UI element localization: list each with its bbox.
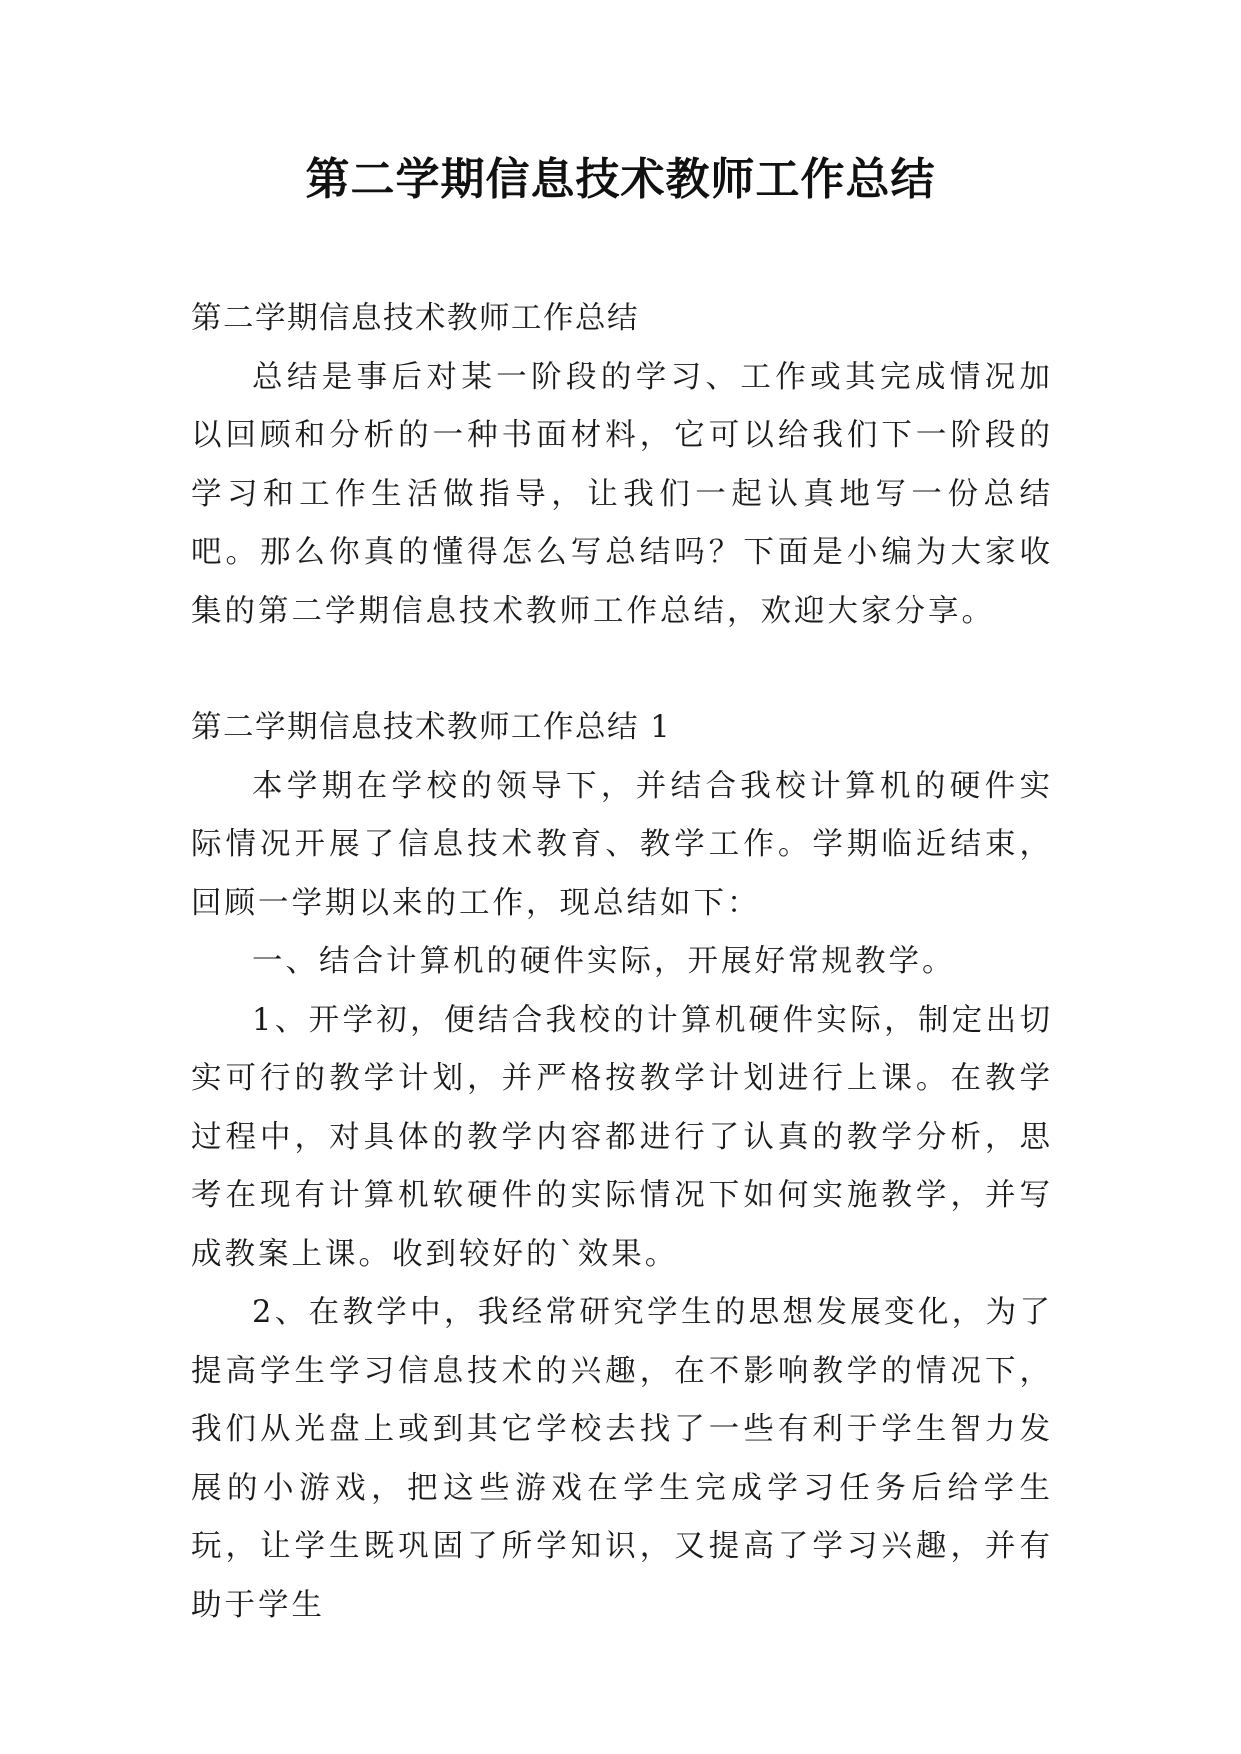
section-gap xyxy=(191,641,1053,699)
section1-paragraph: 本学期在学校的领导下，并结合我校计算机的硬件实际情况开展了信息技术教育、教学工作。学期临近结束，回顾一学期以来的工作，现总结如下： xyxy=(191,768,1053,921)
intro-paragraph: 总结是事后对某一阶段的学习、工作或其完成情况加以回顾和分析的一种书面材料，它可以给我们下一阶段的学习和工作生活做指导，让我们一起认真地写一份总结吧。那么你真的懂得怎么写总结吗？下面是小编为大家收集的第二学期信息技术教师工作总结，欢迎大家分享。 xyxy=(191,359,1053,629)
document-subtitle: 第二学期信息技术教师工作总结 xyxy=(191,301,639,336)
document-title: 第二学期信息技术教师工作总结 xyxy=(305,154,936,205)
section1-heading: 第二学期信息技术教师工作总结 1 xyxy=(191,710,672,745)
section1-item2: 2、在教学中，我经常研究学生的思想发展变化，为了提高学生学习信息技术的兴趣，在不影响教学的情况下，我们从光盘上或到其它学校去找了一些有利于学生智力发展的小游戏，把这些游戏在学生完成学习任务后给学生玩，让学生既巩固了所学知识，又提高了学习兴趣，并有助于学生 xyxy=(191,1295,1053,1623)
section1-item1: 1、开学初，便结合我校的计算机硬件实际，制定出切实可行的教学计划，并严格按教学计划进行上课。在教学过程中，对具体的教学内容都进行了认真的教学分析，思考在现有计算机软硬件的实际情况下如何实施教学，并写成教案上课。收到较好的`效果。 xyxy=(191,1002,1053,1272)
section1-point1: 一、结合计算机的硬件实际，开展好常规教学。 xyxy=(252,944,956,979)
document-body xyxy=(191,290,1053,1635)
